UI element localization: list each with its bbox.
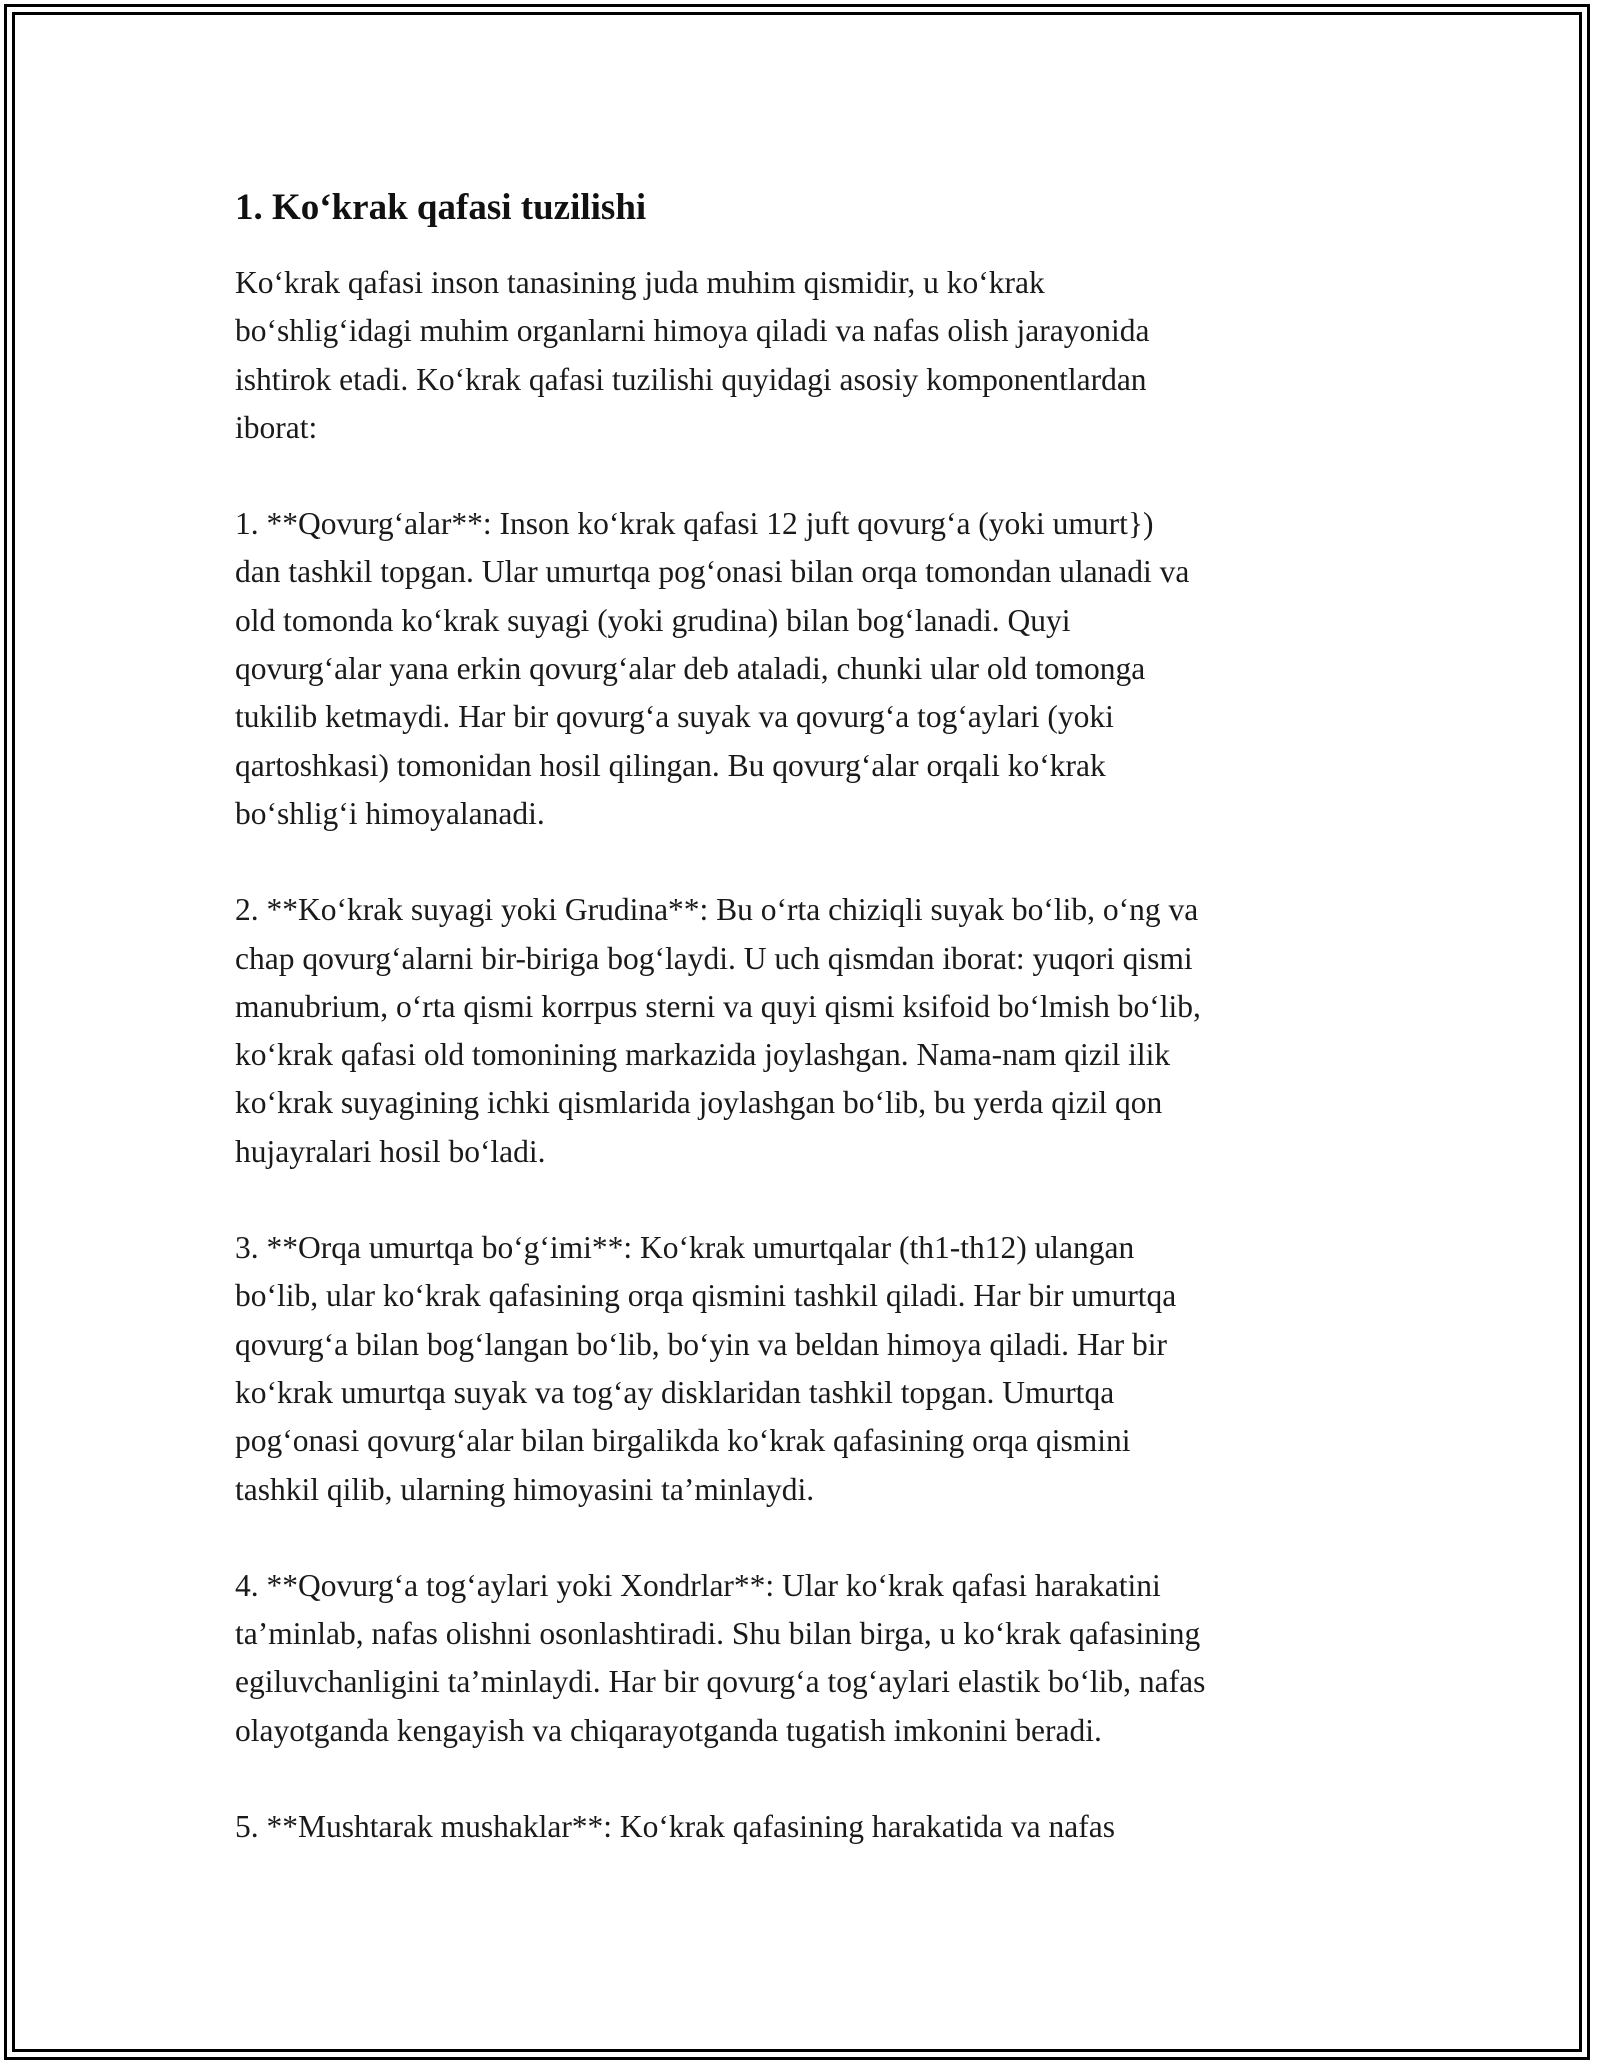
- intro-paragraph: Ko‘krak qafasi inson tanasining juda muhim qismidir, u ko‘krak bo‘shlig‘idagi muhim organlarni himoya qiladi va nafas olish jarayonida ishtirok etadi. Ko‘krak qafasi tuzilishi quyidagi asosiy komponentlardan iborat:: [235, 265, 1150, 445]
- ribs-paragraph: 1. **Qovurg‘alar**: Inson ko‘krak qafasi 12 juft qovurg‘a (yoki umurt}) dan tashkil topgan. Ular umurtqa pog‘onasi bilan orqa tomondan ulanadi va old tomonda ko‘krak suyagi (yoki grudina) bilan bog‘lanadi. Quyi qovurg‘alar yana erkin qovurg‘alar deb ataladi, chunki ular old tomonga tukilib ketmaydi. Har bir qovurg‘a suyak va qovurg‘a tog‘aylari (yoki qartoshkasi) tomonidan hosil qilingan. Bu qovurg‘alar orqali ko‘krak bo‘shlig‘i himoyalanadi.: [235, 506, 1190, 831]
- cartilage-paragraph: 4. **Qovurg‘a tog‘aylari yoki Xondrlar**: Ular ko‘krak qafasi harakatini ta’minlab, nafas olishni osonlashtiradi. Shu bilan birga, u ko‘krak qafasining egiluvchanligini ta’minlaydi. Har bir qovurg‘a tog‘aylari elastik bo‘lib, nafas olayotganda kengayish va chiqarayotganda tugatish imkonini beradi.: [235, 1567, 1206, 1748]
- muscles-paragraph: 5. **Mushtarak mushaklar**: Ko‘krak qafasining harakatida va nafas: [235, 1809, 1115, 1845]
- document-body: [235, 185, 1385, 1899]
- section-heading: 1. Ko‘krak qafasi tuzilishi: [235, 187, 647, 228]
- sternum-paragraph: 2. **Ko‘krak suyagi yoki Grudina**: Bu o‘rta chiziqli suyak bo‘lib, o‘ng va chap qovurg‘alarni bir-biriga bog‘laydi. U uch qismdan iborat: yuqori qismi manubrium, o‘rta qismi korrpus sterni va quyi qismi ksifoid bo‘lmish bo‘lib, ko‘krak qafasi old tomonining markazida joylashgan. Nama-nam qizil ilik ko‘krak suyagining ichki qismlarida joylashgan bo‘lib, bu yerda qizil qon hujayralari hosil bo‘ladi.: [235, 892, 1201, 1169]
- vertebrae-paragraph: 3. **Orqa umurtqa bo‘g‘imi**: Ko‘krak umurtqalar (th1-th12) ulangan bo‘lib, ular ko‘krak qafasining orqa qismini tashkil qiladi. Har bir umurtqa qovurg‘a bilan bog‘langan bo‘lib, bo‘yin va beldan himoya qiladi. Har bir ko‘krak umurtqa suyak va tog‘ay disklaridan tashkil topgan. Umurtqa pog‘onasi qovurg‘alar bilan birgalikda ko‘krak qafasining orqa qismini tashkil qilib, ularning himoyasini ta’minlaydi.: [235, 1230, 1177, 1507]
